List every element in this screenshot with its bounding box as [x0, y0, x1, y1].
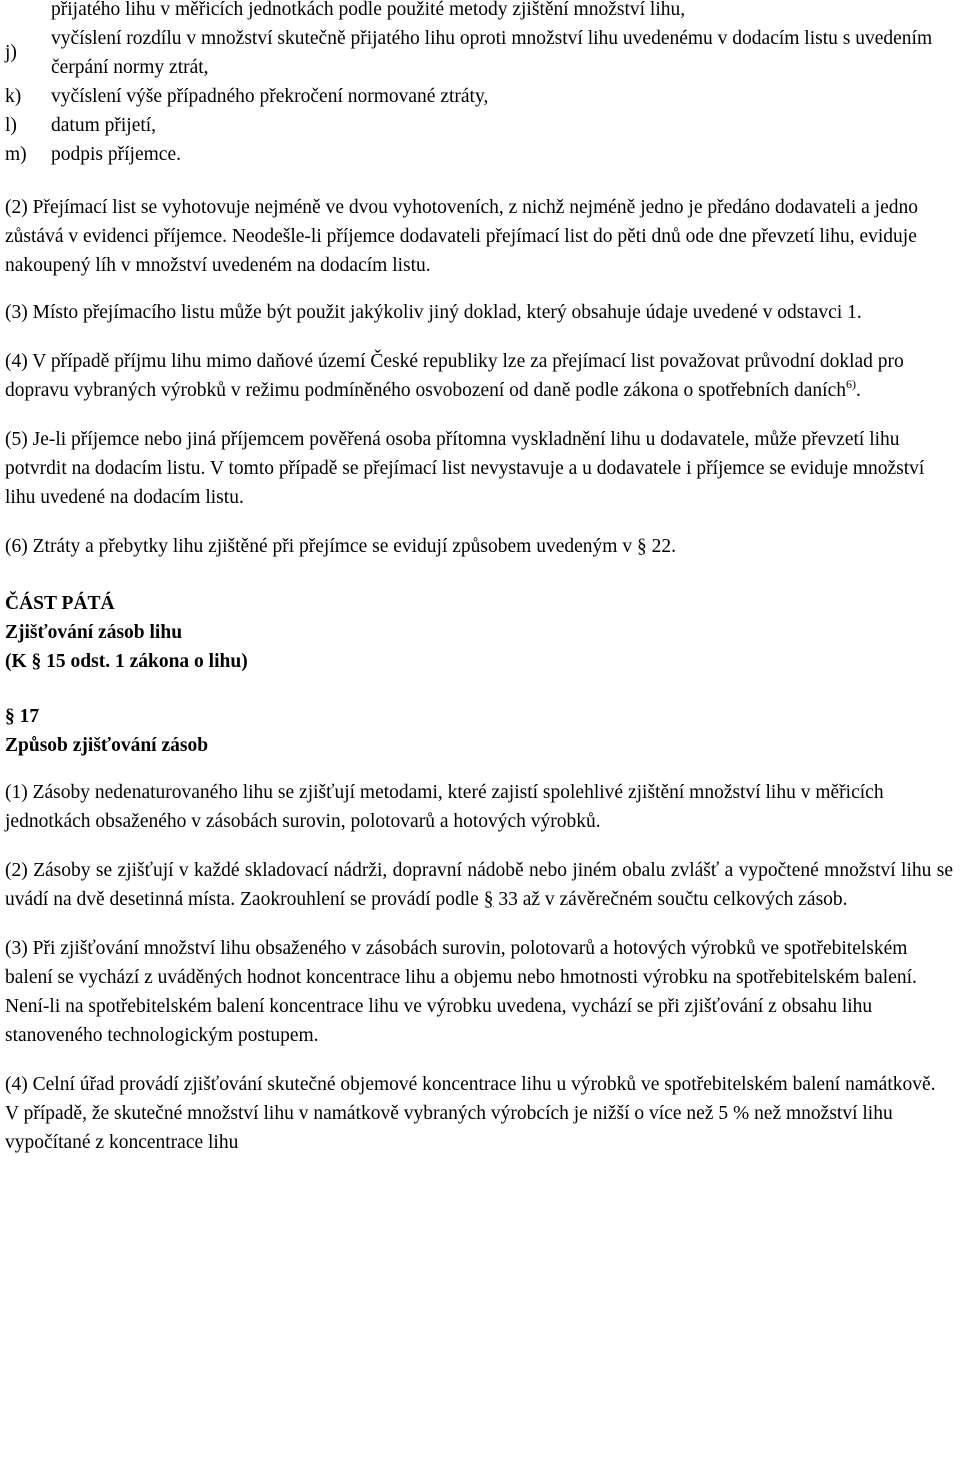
document-page [5, 0, 953, 1157]
part-subtitle: Zjišťování zásob lihu [5, 622, 183, 643]
section-17-paragraph-1: (1) Zásoby nedenaturovaného lihu se zjišťují metodami, které zajistí spolehlivé zjištění množství lihu v měřicích jednotkách obsaženého v zásobách surovin, polotovarů a hotových výrobků. [5, 782, 884, 832]
list-marker: k) [5, 86, 22, 107]
paragraph-4 [5, 347, 953, 405]
part-reference: (K § 15 odst. 1 zákona o lihu) [5, 651, 248, 672]
paragraph-4-text: (4) V případě příjmu lihu mimo daňové území České republiky lze za přejímací list považovat průvodní doklad pro dopravu vybraných výrobků v režimu podmíněného osvobození od daně podle zákona o spotřebních daních [5, 351, 904, 401]
list-item-l [5, 111, 953, 140]
list-item-text: podpis příjemce. [51, 144, 181, 165]
paragraph-6-ref: 22. [646, 536, 676, 557]
section-17-heading [5, 702, 953, 760]
paragraph-6-text: (6) Ztráty a přebytky lihu zjištěné při přejímce se evidují způsobem uvedeným v [5, 536, 633, 557]
section-number: 17 [19, 706, 40, 727]
list-marker: j) [5, 42, 17, 63]
section-17-paragraph-4: (4) Celní úřad provádí zjišťování skutečné objemové koncentrace lihu u výrobků ve spotřebitelském balení namátkově. V případě, že skutečné množství lihu v namátkově vybraných výrobcích je nižší o více než 5 % než množství lihu vypočítané z koncentrace lihu [5, 1074, 936, 1153]
list-item-m [5, 140, 953, 169]
paragraph-2: (2) Přejímací list se vyhotovuje nejméně ve dvou vyhotoveních, z nichž nejméně jedno je předáno dodavateli a jedno zůstává v evidenci příjemce. Neodešle-li příjemce dodavateli přejímací list do pěti dnů ode dne převzetí lihu, eviduje nakoupený líh v množství uvedeném na dodacím listu. [5, 197, 918, 276]
list-item-j [5, 24, 953, 82]
list-item-text: datum přijetí, [51, 115, 157, 136]
item-list [5, 0, 953, 169]
list-item-k [5, 82, 953, 111]
paragraph-5: (5) Je-li příjemce nebo jiná příjemcem pověřená osoba přítomna vyskladnění lihu u dodavatele, může převzetí lihu potvrdit na dodacím listu. V tomto případě se přejímací list nevystavuje a u dodavatele i příjemce se eviduje množství lihu uvedené na dodacím listu. [5, 429, 925, 508]
list-marker: l) [5, 115, 17, 136]
section-17-paragraph-3: (3) Při zjišťování množství lihu obsaženého v zásobách surovin, polotovarů a hotových výrobků ve spotřebitelském balení se vychází z uváděných hodnot koncentrace lihu a objemu nebo hmotnosti výrobku na spotřebitelském balení. Není-li na spotřebitelském balení koncentrace lihu ve výrobku uvedena, vychází se při zjišťování z obsahu lihu stanoveného technologickým postupem. [5, 938, 917, 1046]
section-17-paragraph-2-text: (2) Zásoby se zjišťují v každé skladovací nádrži, dopravní nádobě nebo jiném obalu zvlášť a vypočtené množství lihu se uvádí na dvě desetinná místa. Zaokrouhlení se provádí podle [5, 860, 953, 910]
list-item-continuation [5, 0, 953, 24]
list-marker: m) [5, 144, 27, 165]
part-title: ČÁST PÁTÁ [5, 593, 115, 614]
paragraph-3: (3) Místo přejímacího listu může být použit jakýkoliv jiný doklad, který obsahuje údaje uvedené v odstavci 1. [5, 302, 862, 323]
paragraph-4-end: . [855, 380, 861, 401]
section-sign: § [5, 706, 15, 727]
section-17-paragraph-2-end: 33 až v závěrečném součtu celkových zásob. [493, 889, 848, 910]
section-sign-link[interactable]: § [483, 889, 494, 910]
footnote-ref: 6) [845, 377, 856, 391]
list-item-text: vyčíslení rozdílu v množství skutečně přijatého lihu oproti množství lihu uvedenému v dodacím listu s uvedením čerpání normy ztrát, [51, 28, 933, 78]
list-item-text: přijatého lihu v měřicích jednotkách podle použité metody zjištění množství lihu, [51, 0, 686, 20]
section-17-paragraph-2 [5, 856, 953, 914]
section-sign-link[interactable]: § [636, 536, 647, 557]
list-item-text: vyčíslení výše případného překročení normované ztráty, [51, 86, 489, 107]
section-number-line [5, 702, 953, 731]
section-title: Způsob zjišťování zásob [5, 735, 209, 756]
paragraph-6 [5, 532, 953, 561]
part-five-heading [5, 589, 953, 676]
